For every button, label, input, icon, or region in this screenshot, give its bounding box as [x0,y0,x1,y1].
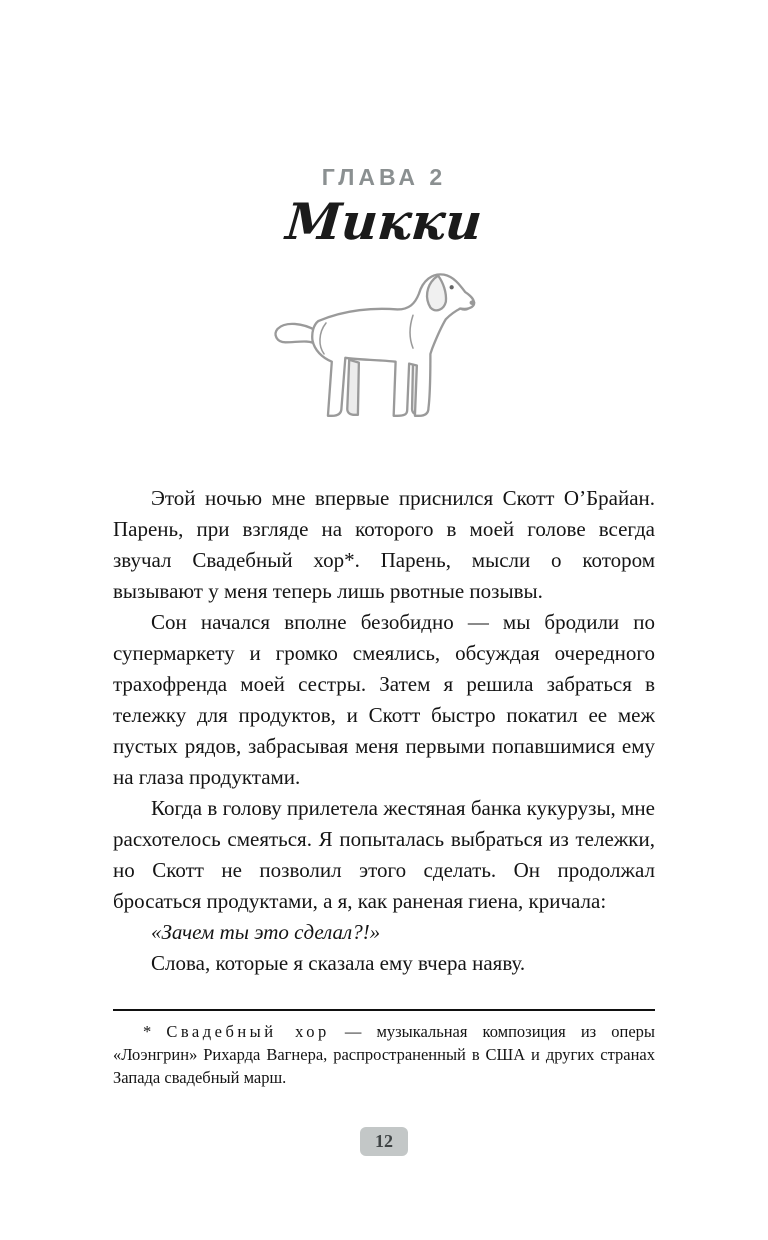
footnote-term: Свадебный хор [166,1021,330,1041]
dog-line-art-icon [268,265,500,439]
chapter-label: ГЛАВА 2 [321,164,447,190]
paragraph: Слова, которые я сказала ему вчера наяву. [151,950,526,975]
chapter-title: Микки [283,192,485,251]
quote-paragraph: «Зачем ты это сделал?!» [151,919,381,944]
page-number-badge [360,1127,408,1156]
footnote-marker: * [143,1021,167,1041]
page-content [113,0,655,1156]
paragraph: Сон начался вполне безобидно — мы бродили по супермаркету и громко смеялись, обсуждая очередного трахофренда моей сестры. Затем я решила забраться в тележку для продуктов, и Скотт быстро покатил ее меж пустых рядов, забрасывая меня первыми попавшимися ему на глаза продуктами. [113,609,655,789]
paragraph: Этой ночью мне впервые приснился Скотт О’Брайан. Парень, при взгляде на которого в моей голове всегда звучал Свадебный хор*. Парень, мысли о котором вызывают у меня теперь лишь рвотные позывы. [113,485,655,603]
footnote-body: — музыкальная композиция из оперы «Лоэнгрин» Рихарда Вагнера, распространенный в США и других странах Запада свадебный марш. [113,1021,656,1087]
footnote-divider [113,1009,655,1011]
dog-illustration [113,265,655,443]
body-text [113,483,655,979]
paragraph: Когда в голову прилетела жестяная банка кукурузы, мне расхотелось смеяться. Я попыталась выбраться из тележки, но Скотт не позволил этого сделать. Он продолжал бросаться продуктами, а я, как раненая гиена, кричала: [113,795,655,913]
page-number: 12 [375,1130,393,1151]
footnote [113,1020,655,1089]
footnote-text [113,1020,655,1089]
